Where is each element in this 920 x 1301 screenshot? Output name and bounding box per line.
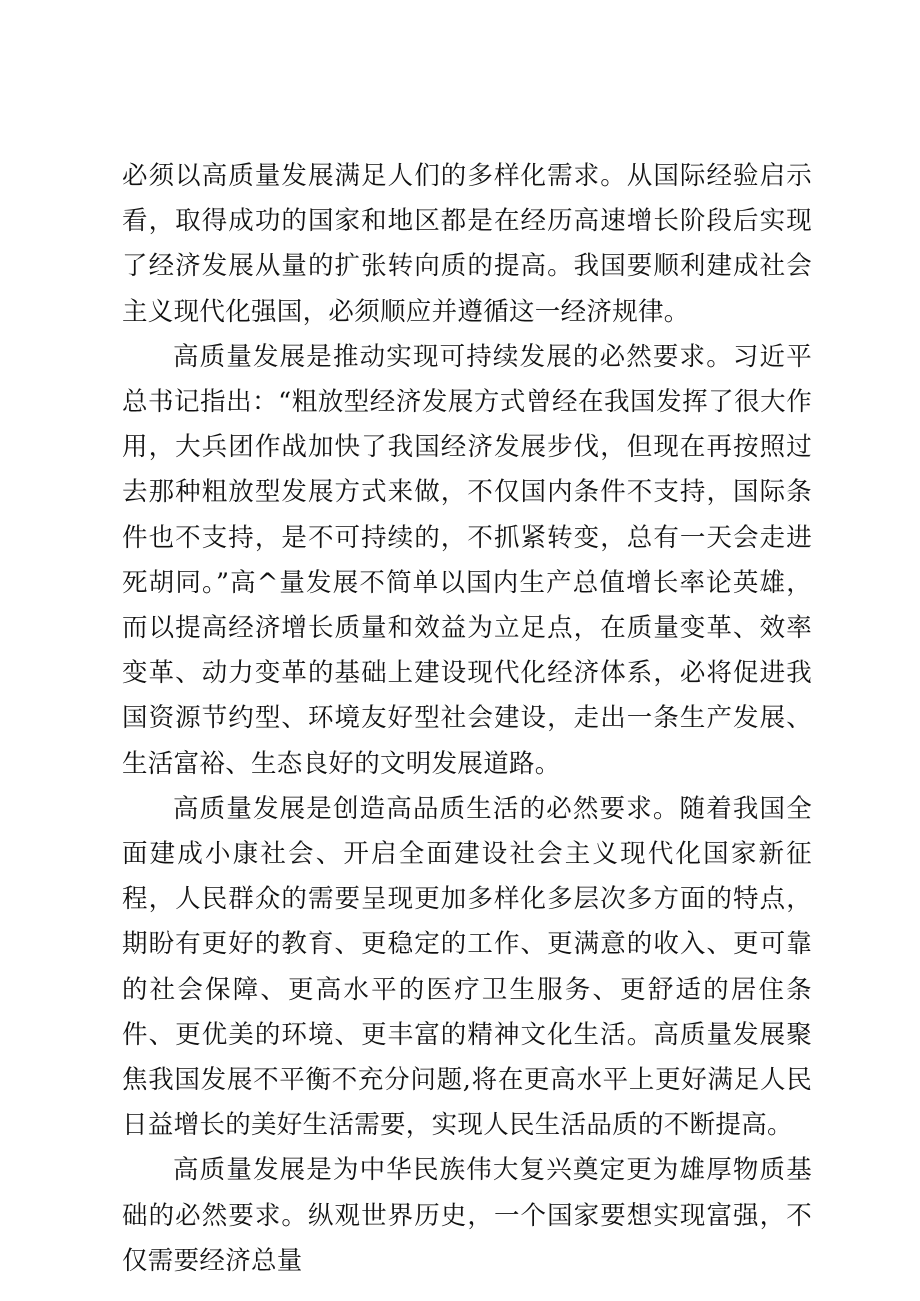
paragraph-national-rejuvenation: 高质量发展是为中华民族伟大复兴奠定更为雄厚物质基础的必然要求。纵观世界历史，一个国家要想实现富强，不仅需要经济总量 [122, 1155, 812, 1276]
paragraph-continued: 必须以高质量发展满足人们的多样化需求。从国际经验启示看，取得成功的国家和地区都是在经历高速增长阶段后实现了经济发展从量的扩张转向质的提高。我国要顺利建成社会主义现代化强国，必须顺应并遵循这一经济规律。 [122, 161, 812, 327]
paragraph-high-quality-life: 高质量发展是创造高品质生活的必然要求。随着我国全面建成小康社会、开启全面建设社会主义现代化国家新征程，人民群众的需要呈现更加多样化多层次多方面的特点，期盼有更好的教育、更稳定的工作、更满意的收入、更可靠的社会保障、更高水平的医疗卫生服务、更舒适的居住条件、更优美的环境、更丰富的精神文化生活。高质量发展聚焦我国发展不平衡不充分问题,将在更高水平上更好满足人民日益增长的美好生活需要，实现人民生活品质的不断提高。 [122, 793, 812, 1141]
paragraph-sustainable-development: 高质量发展是推动实现可持续发展的必然要求。习近平总书记指出：“粗放型经济发展方式曾经在我国发挥了很大作用，大兵团作战加快了我国经济发展步伐，但现在再按照过去那种粗放型发展方式来做，不仅国内条件不支持，国际条件也不支持，是不可持续的，不抓紧转变，总有一天会走进死胡同。”高^量发展不简单以国内生产总值增长率论英雄，而以提高经济增长质量和效益为立足点，在质量变革、效率变革、动力变革的基础上建设现代化经济体系，必将促进我国资源节约型、环境友好型社会建设，走出一条生产发展、生活富裕、生态良好的文明发展道路。 [122, 341, 812, 779]
document-body [122, 154, 812, 1284]
